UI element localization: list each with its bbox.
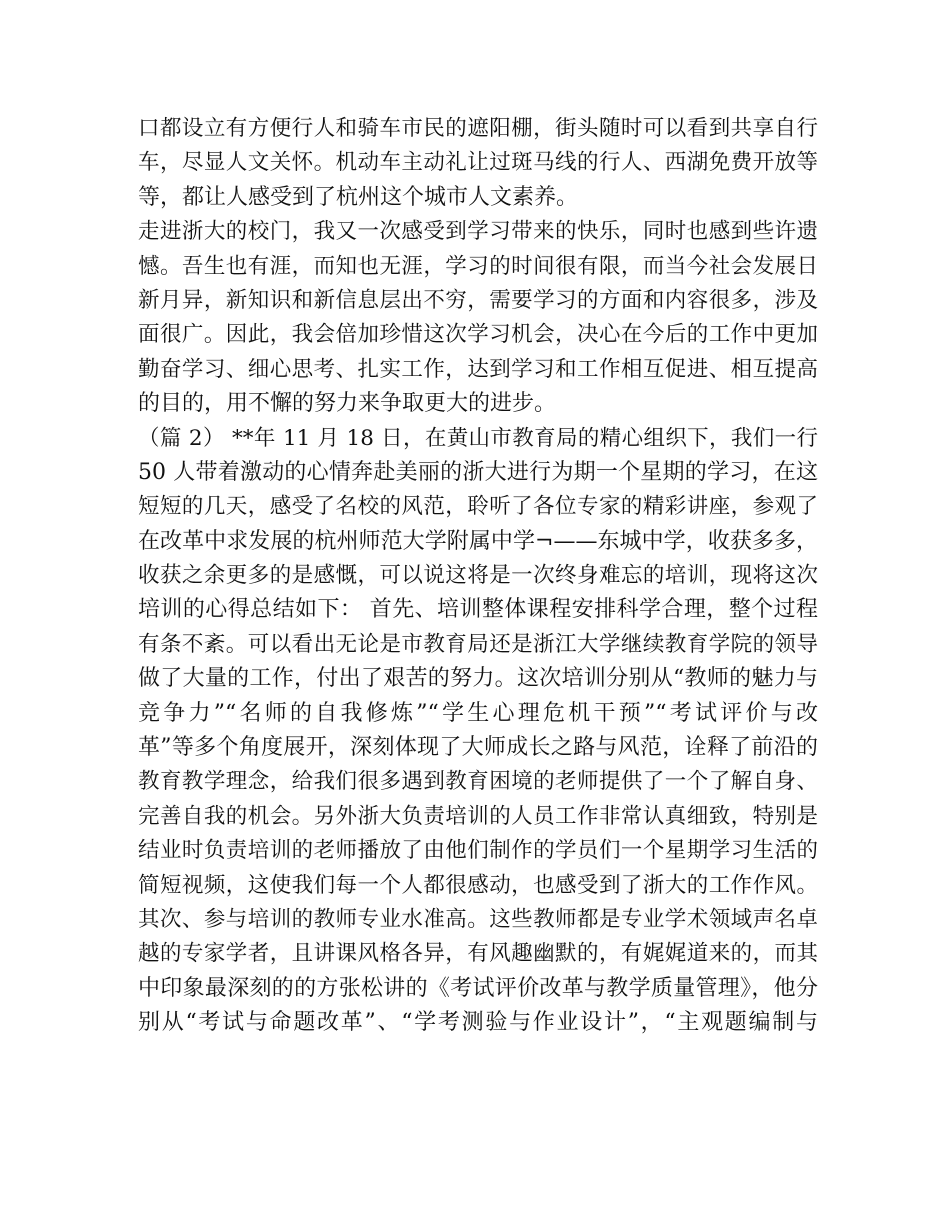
text-line: 的目的，用不懈的努力来争取更大的进步。 bbox=[138, 391, 557, 417]
text-line: 走进浙大的校门，我又一次感受到学习带来的快乐，同时也感到些许遗 bbox=[138, 219, 818, 245]
text-line: 教育教学理念，给我们很多遇到教育困境的老师提供了一个了解自身、 bbox=[138, 769, 818, 795]
text-line: 别从“考试与命题改革”、“学考测验与作业设计”，“主观题编制与 bbox=[138, 1010, 818, 1036]
text-line: 憾。吾生也有涯，而知也无涯，学习的时间很有限，而当今社会发展日 bbox=[138, 253, 818, 279]
text-line: 其次、参与培训的教师专业水准高。这些教师都是专业学术领域声名卓 bbox=[138, 906, 818, 932]
text-line: 做了大量的工作，付出了艰苦的努力。这次培训分别从“教师的魅力与 bbox=[138, 666, 818, 692]
text-line: 50 人带着激动的心情奔赴美丽的浙大进行为期一个星期的学习，在这 bbox=[138, 459, 818, 485]
text-line: 短短的几天，感受了名校的风范，聆听了各位专家的精彩讲座，参观了 bbox=[138, 494, 818, 520]
text-line: （篇 2） **年 11 月 18 日，在黄山市教育局的精心组织下，我们一行 bbox=[138, 425, 818, 451]
text-line: 竞争力”“名师的自我修炼”“学生心理危机干预”“考试评价与改 bbox=[138, 700, 818, 726]
text-line: 革”等多个角度展开，深刻体现了大师成长之路与风范，诠释了前沿的 bbox=[138, 735, 818, 761]
text-line: 完善自我的机会。另外浙大负责培训的人员工作非常认真细致，特别是 bbox=[138, 803, 818, 829]
text-line: 培训的心得总结如下： 首先、培训整体课程安排科学合理，整个过程 bbox=[138, 597, 818, 623]
text-line: 口都设立有方便行人和骑车市民的遮阳棚，街头随时可以看到共享自行 bbox=[138, 116, 818, 141]
text-line: 结业时负责培训的老师播放了由他们制作的学员们一个星期学习生活的 bbox=[138, 838, 818, 864]
text-line: 等，都让人感受到了杭州这个城市人文素养。 bbox=[138, 184, 579, 210]
text-line: 面很广。因此，我会倍加珍惜这次学习机会，决心在今后的工作中更加 bbox=[138, 322, 818, 348]
text-line: 简短视频，这使我们每一个人都很感动，也感受到了浙大的工作作风。 bbox=[138, 872, 818, 898]
text-line: 有条不紊。可以看出无论是市教育局还是浙江大学继续教育学院的领导 bbox=[138, 631, 818, 657]
text-line: 越的专家学者，且讲课风格各异，有风趣幽默的，有娓娓道来的，而其 bbox=[138, 941, 818, 967]
text-line: 勤奋学习、细心思考、扎实工作，达到学习和工作相互促进、相互提高 bbox=[138, 356, 818, 382]
text-line: 在改革中求发展的杭州师范大学附属中学¬——东城中学，收获多多， bbox=[138, 528, 818, 554]
text-line: 收获之余更多的是感慨，可以说这将是一次终身难忘的培训，现将这次 bbox=[138, 563, 818, 589]
text-line: 车，尽显人文关怀。机动车主动礼让过斑马线的行人、西湖免费开放等 bbox=[138, 150, 818, 176]
body-text bbox=[138, 112, 818, 1041]
text-line: 新月异，新知识和新信息层出不穷，需要学习的方面和内容很多，涉及 bbox=[138, 287, 818, 313]
text-line: 中印象最深刻的的方张松讲的《考试评价改革与教学质量管理》，他分 bbox=[138, 975, 818, 1001]
